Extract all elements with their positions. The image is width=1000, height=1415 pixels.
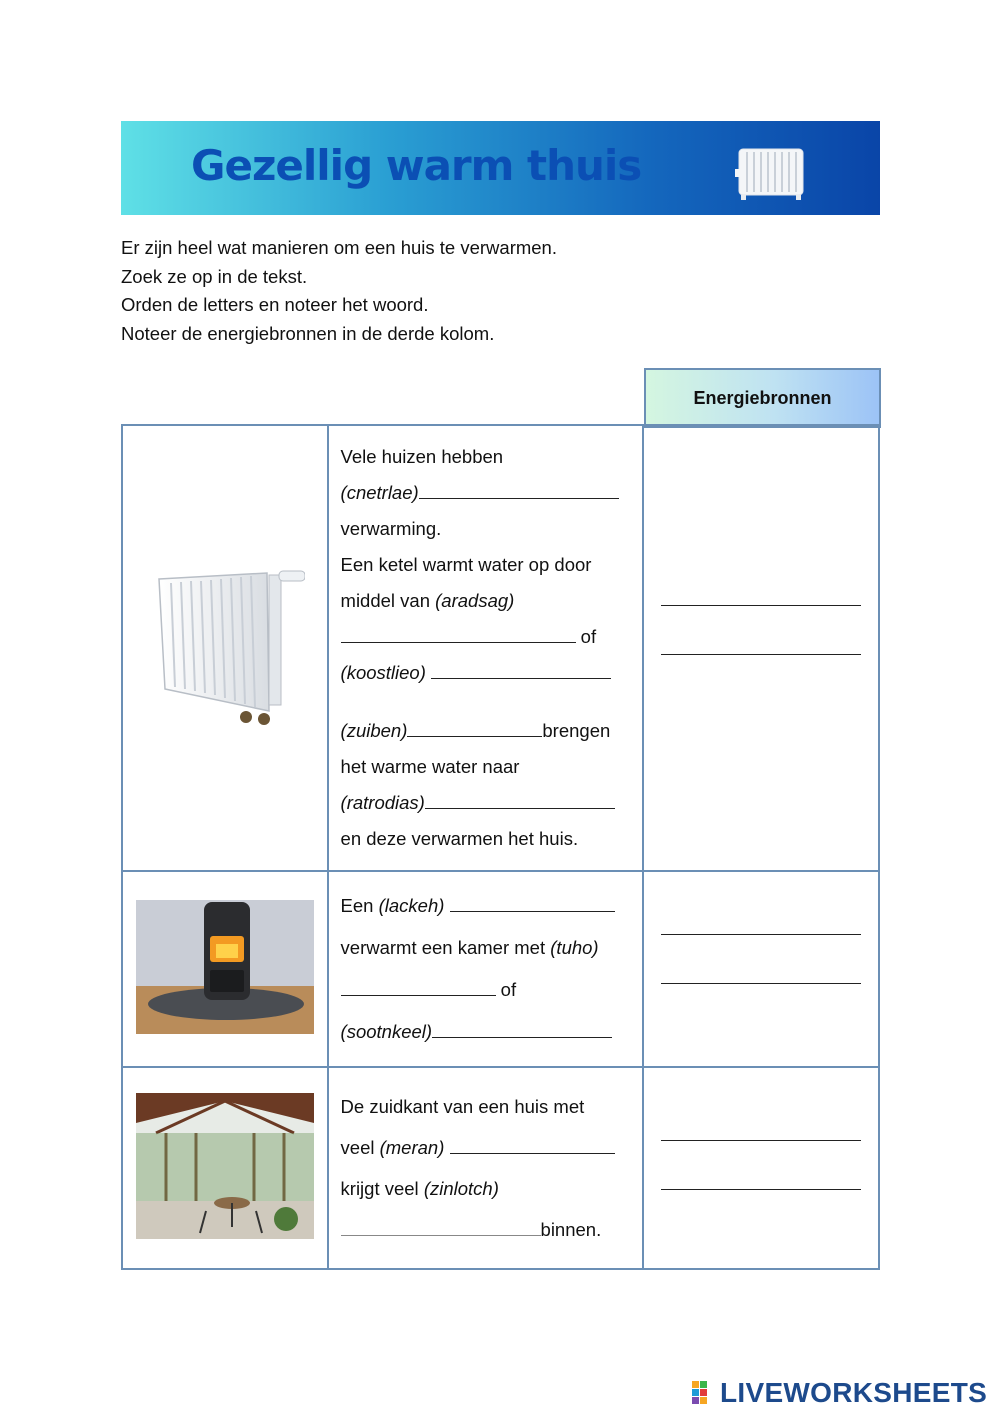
text-line [341, 1011, 643, 1053]
scrambled-word: (ratrodias) [340, 792, 425, 813]
text-line [341, 475, 643, 511]
text-line [341, 1127, 643, 1168]
liveworksheets-logo-icon [692, 1381, 716, 1405]
text-cell [328, 1067, 644, 1269]
answer-line[interactable] [661, 933, 861, 935]
radiator-illustration [145, 561, 305, 731]
answer-blank[interactable] [341, 641, 576, 643]
instructions [121, 234, 557, 348]
scrambled-word: (meran) [379, 1137, 445, 1158]
answer-cell [643, 871, 879, 1067]
text-line [341, 885, 643, 927]
text-fragment: veel [340, 1137, 380, 1158]
scrambled-word: (tuho) [550, 937, 599, 958]
table-row [122, 1067, 879, 1269]
text-line: De zuidkant van een huis met [340, 1096, 585, 1117]
text-line [341, 619, 643, 655]
text-line [341, 969, 643, 1011]
answer-line[interactable] [661, 604, 861, 606]
answer-line[interactable] [661, 1188, 861, 1190]
text-line: Vele huizen hebben [340, 446, 504, 467]
instruction-line: Orden de letters en noteer het woord. [121, 294, 429, 315]
text-line [341, 785, 643, 821]
text-fragment: of [495, 979, 517, 1000]
text-line [341, 927, 643, 969]
scrambled-word: (aradsag) [435, 590, 515, 611]
answer-blank[interactable] [419, 497, 619, 499]
wood-stove-photo [122, 871, 328, 1067]
answer-blank[interactable] [431, 677, 611, 679]
answer-cell [643, 1067, 879, 1269]
answer-line[interactable] [661, 982, 861, 984]
text-fragment: of [575, 626, 597, 647]
scrambled-word: (zuiben) [340, 720, 408, 741]
text-fragment: brengen [542, 720, 611, 741]
text-line [341, 583, 643, 619]
text-line: en deze verwarmen het huis. [340, 828, 579, 849]
radiator-icon [735, 143, 807, 201]
conservatory-illustration [136, 1093, 314, 1239]
answer-blank[interactable] [450, 1152, 615, 1154]
conservatory-photo [122, 1067, 328, 1269]
text-line [341, 713, 643, 749]
worksheet-table [121, 424, 880, 1270]
stove-illustration [136, 900, 314, 1034]
scrambled-word: (lackeh) [378, 895, 445, 916]
answer-blank[interactable] [432, 1036, 612, 1038]
text-fragment: middel van [340, 590, 436, 611]
text-fragment: binnen. [540, 1219, 602, 1240]
instruction-line: Noteer de energiebronnen in de derde kolom. [121, 322, 495, 344]
answer-line[interactable] [661, 1139, 861, 1141]
table-row [122, 425, 879, 871]
text-cell [328, 425, 644, 871]
text-cell [328, 871, 644, 1067]
text-line: verwarming. [340, 518, 442, 539]
answer-blank[interactable] [450, 910, 615, 912]
page-title: Gezellig warm thuis [191, 141, 642, 190]
answer-blank[interactable] [407, 735, 542, 737]
scrambled-word: (koostlieo) [340, 662, 426, 683]
scrambled-word: (cnetrlae) [340, 482, 419, 503]
energiebronnen-header: Energiebronnen [644, 368, 881, 428]
scrambled-word: (zinlotch) [423, 1178, 499, 1199]
text-line: het warme water naar [340, 756, 520, 777]
text-line: Een ketel warmt water op door [340, 554, 592, 575]
scrambled-word: (sootnkeel) [340, 1021, 433, 1042]
text-line [341, 1209, 643, 1250]
answer-blank[interactable] [341, 994, 496, 996]
answer-blank[interactable] [341, 1234, 541, 1236]
table-row [122, 871, 879, 1067]
text-line [341, 655, 643, 691]
title-banner [121, 121, 880, 215]
brand-name: LIVEWORKSHEETS [720, 1377, 988, 1408]
liveworksheets-logo[interactable] [692, 1377, 987, 1409]
answer-blank[interactable] [425, 807, 615, 809]
text-fragment: krijgt veel [340, 1178, 424, 1199]
instruction-line: Zoek ze op in de tekst. [121, 265, 308, 287]
text-fragment: Een [340, 895, 379, 916]
text-fragment: verwarmt een kamer met [340, 937, 551, 958]
radiator-photo [122, 425, 328, 871]
answer-line[interactable] [661, 653, 861, 655]
answer-cell [643, 425, 879, 871]
instruction-line: Er zijn heel wat manieren om een huis te verwarmen. [121, 237, 557, 258]
text-line [341, 1168, 643, 1209]
